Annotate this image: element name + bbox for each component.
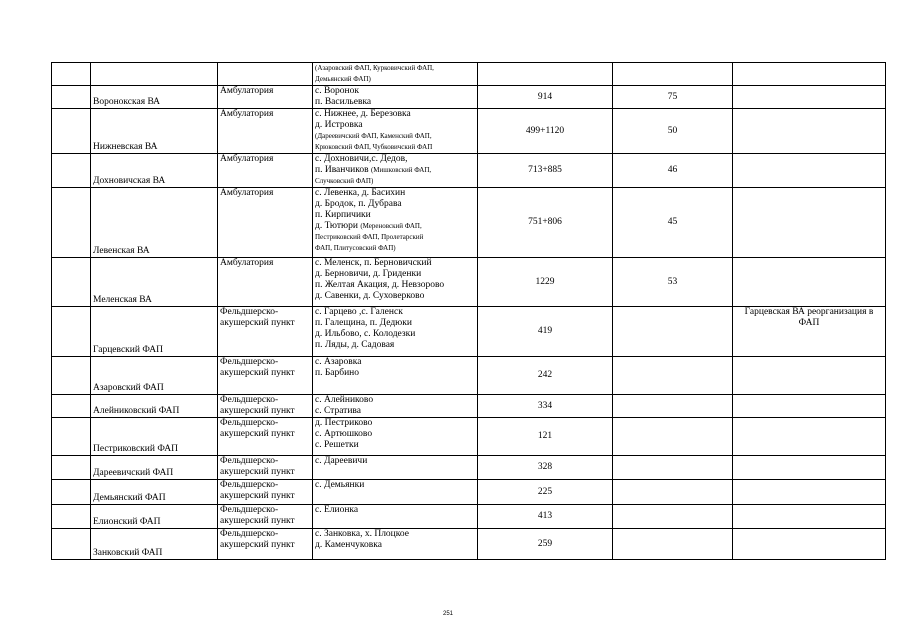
count-cell (613, 505, 733, 529)
count-cell: 45 (613, 188, 733, 258)
settlement-line (315, 340, 475, 351)
count-cell (613, 63, 733, 86)
remark-cell (733, 529, 886, 560)
settlement-text: с. Решетки (315, 440, 359, 450)
facility-name-cell: Левенская ВА (91, 188, 218, 258)
facility-type-cell: Фельдшерско-акушерский пункт (218, 418, 313, 456)
remark-cell (733, 109, 886, 154)
settlement-text: с. Елионка (315, 505, 359, 515)
settlement-text: с. Меленск, п. Берновичский (315, 258, 432, 268)
attached-fap-note: (Мереновский ФАП, (360, 222, 422, 230)
count-cell: 53 (613, 258, 733, 307)
settlement-line (315, 291, 475, 302)
table-row (52, 258, 886, 307)
settlement-line (315, 154, 475, 165)
settlements-cell (313, 154, 478, 188)
settlement-line (315, 188, 475, 199)
population-cell: 419 (478, 307, 613, 357)
population-cell: 499+1120 (478, 109, 613, 154)
settlement-line (315, 97, 475, 108)
remark-cell (733, 505, 886, 529)
remark-cell (733, 63, 886, 86)
number-cell (52, 456, 91, 480)
settlements-cell (313, 456, 478, 480)
settlement-text: д. Пестриково (315, 418, 373, 428)
settlements-cell (313, 418, 478, 456)
facility-type-cell: Амбулатория (218, 86, 313, 109)
settlement-text: п. Барбино (315, 368, 360, 378)
remark-cell (733, 418, 886, 456)
population-cell: 328 (478, 456, 613, 480)
settlements-cell (313, 258, 478, 307)
settlements-cell (313, 505, 478, 529)
settlements-cell (313, 357, 478, 395)
attached-fap-note: Демьянский ФАП) (315, 75, 371, 83)
settlement-line (315, 221, 475, 232)
settlement-line (315, 258, 475, 269)
facility-type-cell: Фельдшерско-акушерский пункт (218, 395, 313, 418)
remark-cell: Гарцевская ВА реорганизация в ФАП (733, 307, 886, 357)
settlements-cell (313, 395, 478, 418)
settlement-text: п. Желтая Акация, д. Невзорово (315, 280, 445, 290)
settlement-line (315, 176, 475, 187)
number-cell (52, 529, 91, 560)
facility-name-cell (91, 63, 218, 86)
facilities-table-body (52, 63, 886, 560)
settlement-line (315, 165, 475, 176)
number-cell (52, 357, 91, 395)
settlement-line (315, 505, 475, 516)
remark-cell (733, 357, 886, 395)
facility-name-cell: Дареевичский ФАП (91, 456, 218, 480)
settlement-text: с. Гарцево ,с. Галенск (315, 307, 403, 317)
settlement-text: с. Артюшково (315, 429, 373, 439)
number-cell (52, 109, 91, 154)
settlement-text: с. Дохновичи,с. Дедов, (315, 154, 408, 164)
count-cell (613, 395, 733, 418)
facility-type-cell: Амбулатория (218, 154, 313, 188)
population-cell: 259 (478, 529, 613, 560)
facility-name-cell: Занковский ФАП (91, 529, 218, 560)
remark-cell (733, 395, 886, 418)
settlement-text: п. Иванчиков (315, 165, 371, 175)
settlement-line (315, 86, 475, 97)
table-row (52, 357, 886, 395)
number-cell (52, 188, 91, 258)
count-cell (613, 307, 733, 357)
settlement-text: д. Берновичи, д. Гриденки (315, 269, 422, 279)
settlements-cell (313, 188, 478, 258)
attached-fap-note: ФАП, Плитусовский ФАП) (315, 244, 396, 252)
facility-name-cell: Нижневская ВА (91, 109, 218, 154)
settlement-text: д. Истровка (315, 120, 363, 130)
settlement-text: п. Васильевка (315, 97, 372, 107)
settlement-line (315, 142, 475, 153)
settlement-line (315, 480, 475, 491)
remark-cell (733, 258, 886, 307)
settlement-text: с. Алейниково (315, 395, 374, 405)
table-row (52, 63, 886, 86)
population-cell: 242 (478, 357, 613, 395)
settlement-text: с. Воронок (315, 86, 360, 96)
facility-name-cell: Меленская ВА (91, 258, 218, 307)
settlements-cell (313, 86, 478, 109)
population-cell: 914 (478, 86, 613, 109)
settlement-text: с. Дареевичи (315, 456, 368, 466)
settlement-line (315, 131, 475, 142)
settlement-line (315, 74, 475, 85)
population-cell: 751+806 (478, 188, 613, 258)
settlement-text: д. Каменчуковка (315, 540, 382, 550)
settlement-line (315, 456, 475, 467)
settlement-line (315, 357, 475, 368)
number-cell (52, 307, 91, 357)
settlement-line (315, 540, 475, 551)
population-cell: 225 (478, 480, 613, 505)
attached-fap-note: Крюковский ФАП, Чубковичский ФАП (315, 143, 433, 151)
settlement-line (315, 368, 475, 379)
facility-type-cell: Фельдшерско-акушерский пункт (218, 357, 313, 395)
remark-cell (733, 154, 886, 188)
facility-type-cell: Фельдшерско-акушерский пункт (218, 505, 313, 529)
remark-cell (733, 480, 886, 505)
population-cell: 713+885 (478, 154, 613, 188)
population-cell: 334 (478, 395, 613, 418)
remark-cell (733, 86, 886, 109)
table-row (52, 86, 886, 109)
settlement-text: с. Демьянки (315, 480, 365, 490)
remark-cell (733, 188, 886, 258)
count-cell (613, 456, 733, 480)
facilities-table (51, 62, 886, 560)
count-cell: 75 (613, 86, 733, 109)
facility-name-cell: Елионский ФАП (91, 505, 218, 529)
facility-type-cell: Фельдшерско-акушерский пункт (218, 307, 313, 357)
facility-type-cell: Фельдшерско-акушерский пункт (218, 529, 313, 560)
page-number: 251 (443, 611, 454, 617)
settlement-text: п. Галещина, п. Дедюки (315, 318, 412, 328)
settlement-text: д. Савенки, д. Суховерково (315, 291, 425, 301)
facility-type-cell: Фельдшерско-акушерский пункт (218, 456, 313, 480)
number-cell (52, 418, 91, 456)
settlement-line (315, 429, 475, 440)
count-cell (613, 529, 733, 560)
count-cell (613, 480, 733, 505)
settlements-cell (313, 307, 478, 357)
population-cell (478, 63, 613, 86)
settlement-line (315, 418, 475, 429)
settlement-line (315, 243, 475, 254)
facility-name-cell: Воронокская ВА (91, 86, 218, 109)
settlement-line (315, 529, 475, 540)
population-cell: 413 (478, 505, 613, 529)
settlement-line (315, 109, 475, 120)
settlement-line (315, 329, 475, 340)
settlement-text: д. Тютюри (315, 221, 361, 231)
facility-name-cell: Азаровский ФАП (91, 357, 218, 395)
table-row (52, 529, 886, 560)
facility-type-cell (218, 63, 313, 86)
table-row (52, 109, 886, 154)
count-cell (613, 418, 733, 456)
count-cell: 50 (613, 109, 733, 154)
table-row (52, 505, 886, 529)
table-row (52, 418, 886, 456)
settlement-line (315, 269, 475, 280)
settlement-line (315, 232, 475, 243)
settlement-text: с. Стратива (315, 406, 361, 416)
table-row (52, 395, 886, 418)
number-cell (52, 395, 91, 418)
settlement-text: с. Занковка, х. Плоцкое (315, 529, 409, 539)
settlements-cell (313, 109, 478, 154)
table-row (52, 154, 886, 188)
settlements-cell (313, 63, 478, 86)
table-row (52, 456, 886, 480)
settlement-line (315, 318, 475, 329)
attached-fap-note: Пестриковский ФАП, Пролетарский (315, 233, 424, 241)
settlement-line (315, 395, 475, 406)
settlement-text: д. Ильбово, с. Колодезки (315, 329, 416, 339)
population-cell: 1229 (478, 258, 613, 307)
number-cell (52, 505, 91, 529)
settlements-cell (313, 529, 478, 560)
attached-fap-note: Случковский ФАП) (315, 177, 374, 185)
settlement-line (315, 120, 475, 131)
settlement-text: с. Нижнее, д. Березовка (315, 109, 411, 119)
remark-cell (733, 456, 886, 480)
settlement-text: п. Кирпичики (315, 210, 371, 220)
settlement-text: д. Бродок, п. Дубрава (315, 199, 402, 209)
settlement-line (315, 280, 475, 291)
count-cell (613, 357, 733, 395)
settlement-line (315, 63, 475, 74)
attached-fap-note: (Дареевичский ФАП, Каменский ФАП, (315, 132, 432, 140)
facility-name-cell: Пестриковский ФАП (91, 418, 218, 456)
facility-name-cell: Алейниковский ФАП (91, 395, 218, 418)
attached-fap-note: (Мишковский ФАП, (370, 166, 432, 174)
settlement-text: с. Азаровка (315, 357, 362, 367)
number-cell (52, 480, 91, 505)
number-cell (52, 154, 91, 188)
facility-type-cell: Амбулатория (218, 258, 313, 307)
facility-name-cell: Демьянский ФАП (91, 480, 218, 505)
table-row (52, 307, 886, 357)
number-cell (52, 63, 91, 86)
facility-type-cell: Амбулатория (218, 188, 313, 258)
facility-name-cell: Гарцевский ФАП (91, 307, 218, 357)
settlement-line (315, 406, 475, 417)
settlement-line (315, 199, 475, 210)
table-row (52, 480, 886, 505)
facility-type-cell: Фельдшерско-акушерский пункт (218, 480, 313, 505)
settlement-line (315, 210, 475, 221)
number-cell (52, 86, 91, 109)
number-cell (52, 258, 91, 307)
settlement-line (315, 307, 475, 318)
population-cell: 121 (478, 418, 613, 456)
settlement-text: п. Ляды, д. Садовая (315, 340, 395, 350)
table-row (52, 188, 886, 258)
facility-type-cell: Амбулатория (218, 109, 313, 154)
settlements-cell (313, 480, 478, 505)
count-cell: 46 (613, 154, 733, 188)
attached-fap-note: (Азаровский ФАП, Курковичский ФАП, (315, 64, 434, 72)
facility-name-cell: Дохновичская ВА (91, 154, 218, 188)
settlement-text: с. Левенка, д. Басихин (315, 188, 406, 198)
settlement-line (315, 440, 475, 451)
